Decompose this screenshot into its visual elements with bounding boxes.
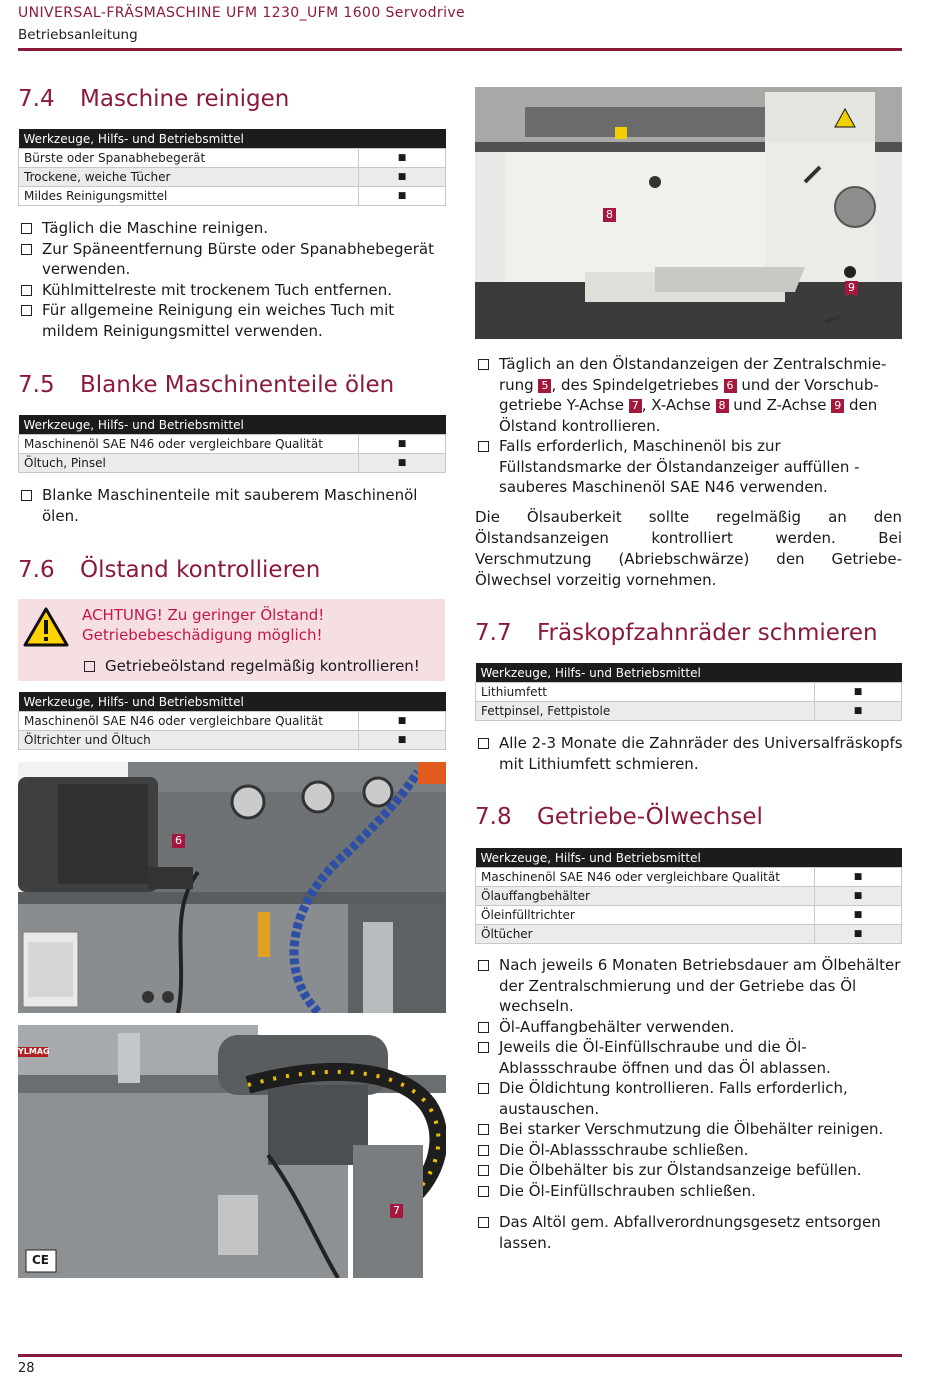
section-title-7-7: 7.7 Fräskopfzahnräder schmieren <box>475 620 878 646</box>
xy-gearbox-illustration <box>475 87 902 339</box>
step-item: Die Öl-Ablassschraube schließen. <box>475 1140 903 1161</box>
step-item: Die Ölbehälter bis zur Ölstandsanzeige befüllen. <box>475 1160 903 1181</box>
step-item: Die Öl-Einfüllschrauben schließen. <box>475 1181 903 1202</box>
step-item: Getriebeölstand regelmäßig kontrollieren! <box>81 656 441 677</box>
step-item: Alle 2-3 Monate die Zahnräder des Universalfräskopfs mit Lithiumfett schmieren. <box>475 733 903 774</box>
step-item: Kühlmittelreste mit trockenem Tuch entfernen. <box>18 280 448 301</box>
tools-table-7-4 <box>18 129 446 206</box>
tool-marker: ■ <box>359 187 446 206</box>
ref-badge-5: 5 <box>538 379 551 393</box>
step-item: Zur Späneentfernung Bürste oder Spanabhebegerät verwenden. <box>18 239 448 280</box>
warning-steps <box>81 656 441 677</box>
steps-list-7-6 <box>475 354 903 498</box>
tools-table-header: Werkzeuge, Hilfs- und Betriebsmittel <box>476 848 902 868</box>
tool-item: Lithiumfett <box>476 683 815 702</box>
tool-item: Öleinfülltrichter <box>476 906 815 925</box>
photo-label-9: 9 <box>845 281 858 295</box>
step-item-oil-check: Täglich an den Ölstandanzeigen der Zentralschmie- rung 5 , des Spindelgetriebes 6 und der Vorschub- getriebe Y-Achse 7 , X-Achse 8 und Z-Achse 9 den Ölstand kontrollieren. <box>475 354 903 436</box>
brand-logo: YLMAG <box>18 1047 50 1056</box>
section-title-7-5: 7.5 Blanke Maschinenteile ölen <box>18 372 395 398</box>
tool-marker: ■ <box>359 731 446 750</box>
tool-marker: ■ <box>815 702 902 721</box>
photo-xy-gearbox <box>475 87 902 339</box>
page-number: 28 <box>18 1361 35 1376</box>
oil-cleanliness-note: Die Ölsauberkeit sollte regelmäßig an den Ölstandsanzeigen kontrolliert werden. Bei Verschmutzung (Abriebschwärze) den Getriebe-Ölwechsel vorzeitig vornehmen. <box>475 508 902 589</box>
tool-item: Öltrichter und Öltuch <box>19 731 359 750</box>
tools-table-header: Werkzeuge, Hilfs- und Betriebsmittel <box>476 663 902 683</box>
tool-item: Trockene, weiche Tücher <box>19 168 359 187</box>
tool-marker: ■ <box>359 454 446 473</box>
ref-badge-8: 8 <box>716 399 729 413</box>
step-item: Falls erforderlich, Maschinenöl bis zur Füllstandsmarke der Ölstandanzeiger auffüllen - sauberes Maschinenöl SAE N46 verwenden. <box>475 436 903 498</box>
warning-triangle-icon <box>23 606 69 648</box>
warning-line-1: ACHTUNG! Zu geringer Ölstand! <box>82 606 325 624</box>
tool-marker: ■ <box>815 683 902 702</box>
tool-marker: ■ <box>815 925 902 944</box>
tool-item: Öltücher <box>476 925 815 944</box>
tool-item: Maschinenöl SAE N46 oder vergleichbare Qualität <box>19 712 359 731</box>
tool-marker: ■ <box>359 712 446 731</box>
tool-marker: ■ <box>815 887 902 906</box>
warning-line-2: Getriebebeschädigung möglich! <box>82 626 323 644</box>
tool-marker: ■ <box>359 149 446 168</box>
section-title-7-6: 7.6 Ölstand kontrollieren <box>18 557 321 583</box>
tool-item: Maschinenöl SAE N46 oder vergleichbare Qualität <box>476 868 815 887</box>
step-item: Blanke Maschinenteile mit sauberem Maschinenöl ölen. <box>18 485 448 526</box>
ce-mark: CE <box>32 1253 50 1267</box>
document-subtitle: Betriebsanleitung <box>18 27 138 43</box>
step-item: Täglich die Maschine reinigen. <box>18 218 448 239</box>
ref-badge-9: 9 <box>831 399 844 413</box>
tool-item: Bürste oder Spanabhebegerät <box>19 149 359 168</box>
step-item: Für allgemeine Reinigung ein weiches Tuch mit mildem Reinigungsmittel verwenden. <box>18 300 448 341</box>
tool-marker: ■ <box>359 435 446 454</box>
tools-table-header: Werkzeuge, Hilfs- und Betriebsmittel <box>19 692 446 712</box>
tool-item: Maschinenöl SAE N46 oder vergleichbare Qualität <box>19 435 359 454</box>
step-item: Das Altöl gem. Abfallverordnungsgesetz entsorgen lassen. <box>475 1212 903 1253</box>
steps-list-7-4 <box>18 218 448 341</box>
tool-item: Mildes Reinigungsmittel <box>19 187 359 206</box>
spindle-gearbox-illustration <box>18 762 446 1013</box>
tool-marker: ■ <box>815 906 902 925</box>
tools-table-7-6 <box>18 692 446 750</box>
tools-table-7-8 <box>475 848 902 944</box>
tool-item: Fettpinsel, Fettpistole <box>476 702 815 721</box>
steps-list-7-5 <box>18 485 448 526</box>
steps-list-7-8 <box>475 955 903 1201</box>
tool-marker: ■ <box>815 868 902 887</box>
feed-gearbox-illustration <box>18 1025 446 1278</box>
step-item: Jeweils die Öl-Einfüllschraube und die Öl-Ablassschraube öffnen und das Öl ablassen. <box>475 1037 903 1078</box>
photo-spindle-gearbox <box>18 762 446 1013</box>
tool-item: Öltuch, Pinsel <box>19 454 359 473</box>
section-title-7-4: 7.4 Maschine reinigen <box>18 86 290 112</box>
steps-list-7-8-final <box>475 1212 903 1253</box>
steps-list-7-7 <box>475 733 903 774</box>
header-rule <box>18 48 902 51</box>
photo-feed-gearbox <box>18 1025 446 1278</box>
section-title-7-8: 7.8 Getriebe-Ölwechsel <box>475 804 763 830</box>
step-item: Nach jeweils 6 Monaten Betriebsdauer am Ölbehälter der Zentralschmierung und der Getriebe das Öl wechseln. <box>475 955 903 1017</box>
tools-table-7-7 <box>475 663 902 721</box>
tools-table-header: Werkzeuge, Hilfs- und Betriebsmittel <box>19 129 446 149</box>
step-item: Bei starker Verschmutzung die Ölbehälter reinigen. <box>475 1119 903 1140</box>
ref-badge-6: 6 <box>724 379 737 393</box>
photo-label-7: 7 <box>390 1204 403 1218</box>
footer-rule <box>18 1354 902 1357</box>
document-title: UNIVERSAL-FRÄSMASCHINE UFM 1230_UFM 1600 Servodrive <box>18 5 466 21</box>
tools-table-7-5 <box>18 415 446 473</box>
step-item: Öl-Auffangbehälter verwenden. <box>475 1017 903 1038</box>
tool-item: Ölauffangbehälter <box>476 887 815 906</box>
tool-marker: ■ <box>359 168 446 187</box>
ref-badge-7: 7 <box>629 399 642 413</box>
photo-label-8: 8 <box>603 208 616 222</box>
photo-label-6: 6 <box>172 834 185 848</box>
tools-table-header: Werkzeuge, Hilfs- und Betriebsmittel <box>19 415 446 435</box>
step-item: Die Öldichtung kontrollieren. Falls erforderlich, austauschen. <box>475 1078 903 1119</box>
